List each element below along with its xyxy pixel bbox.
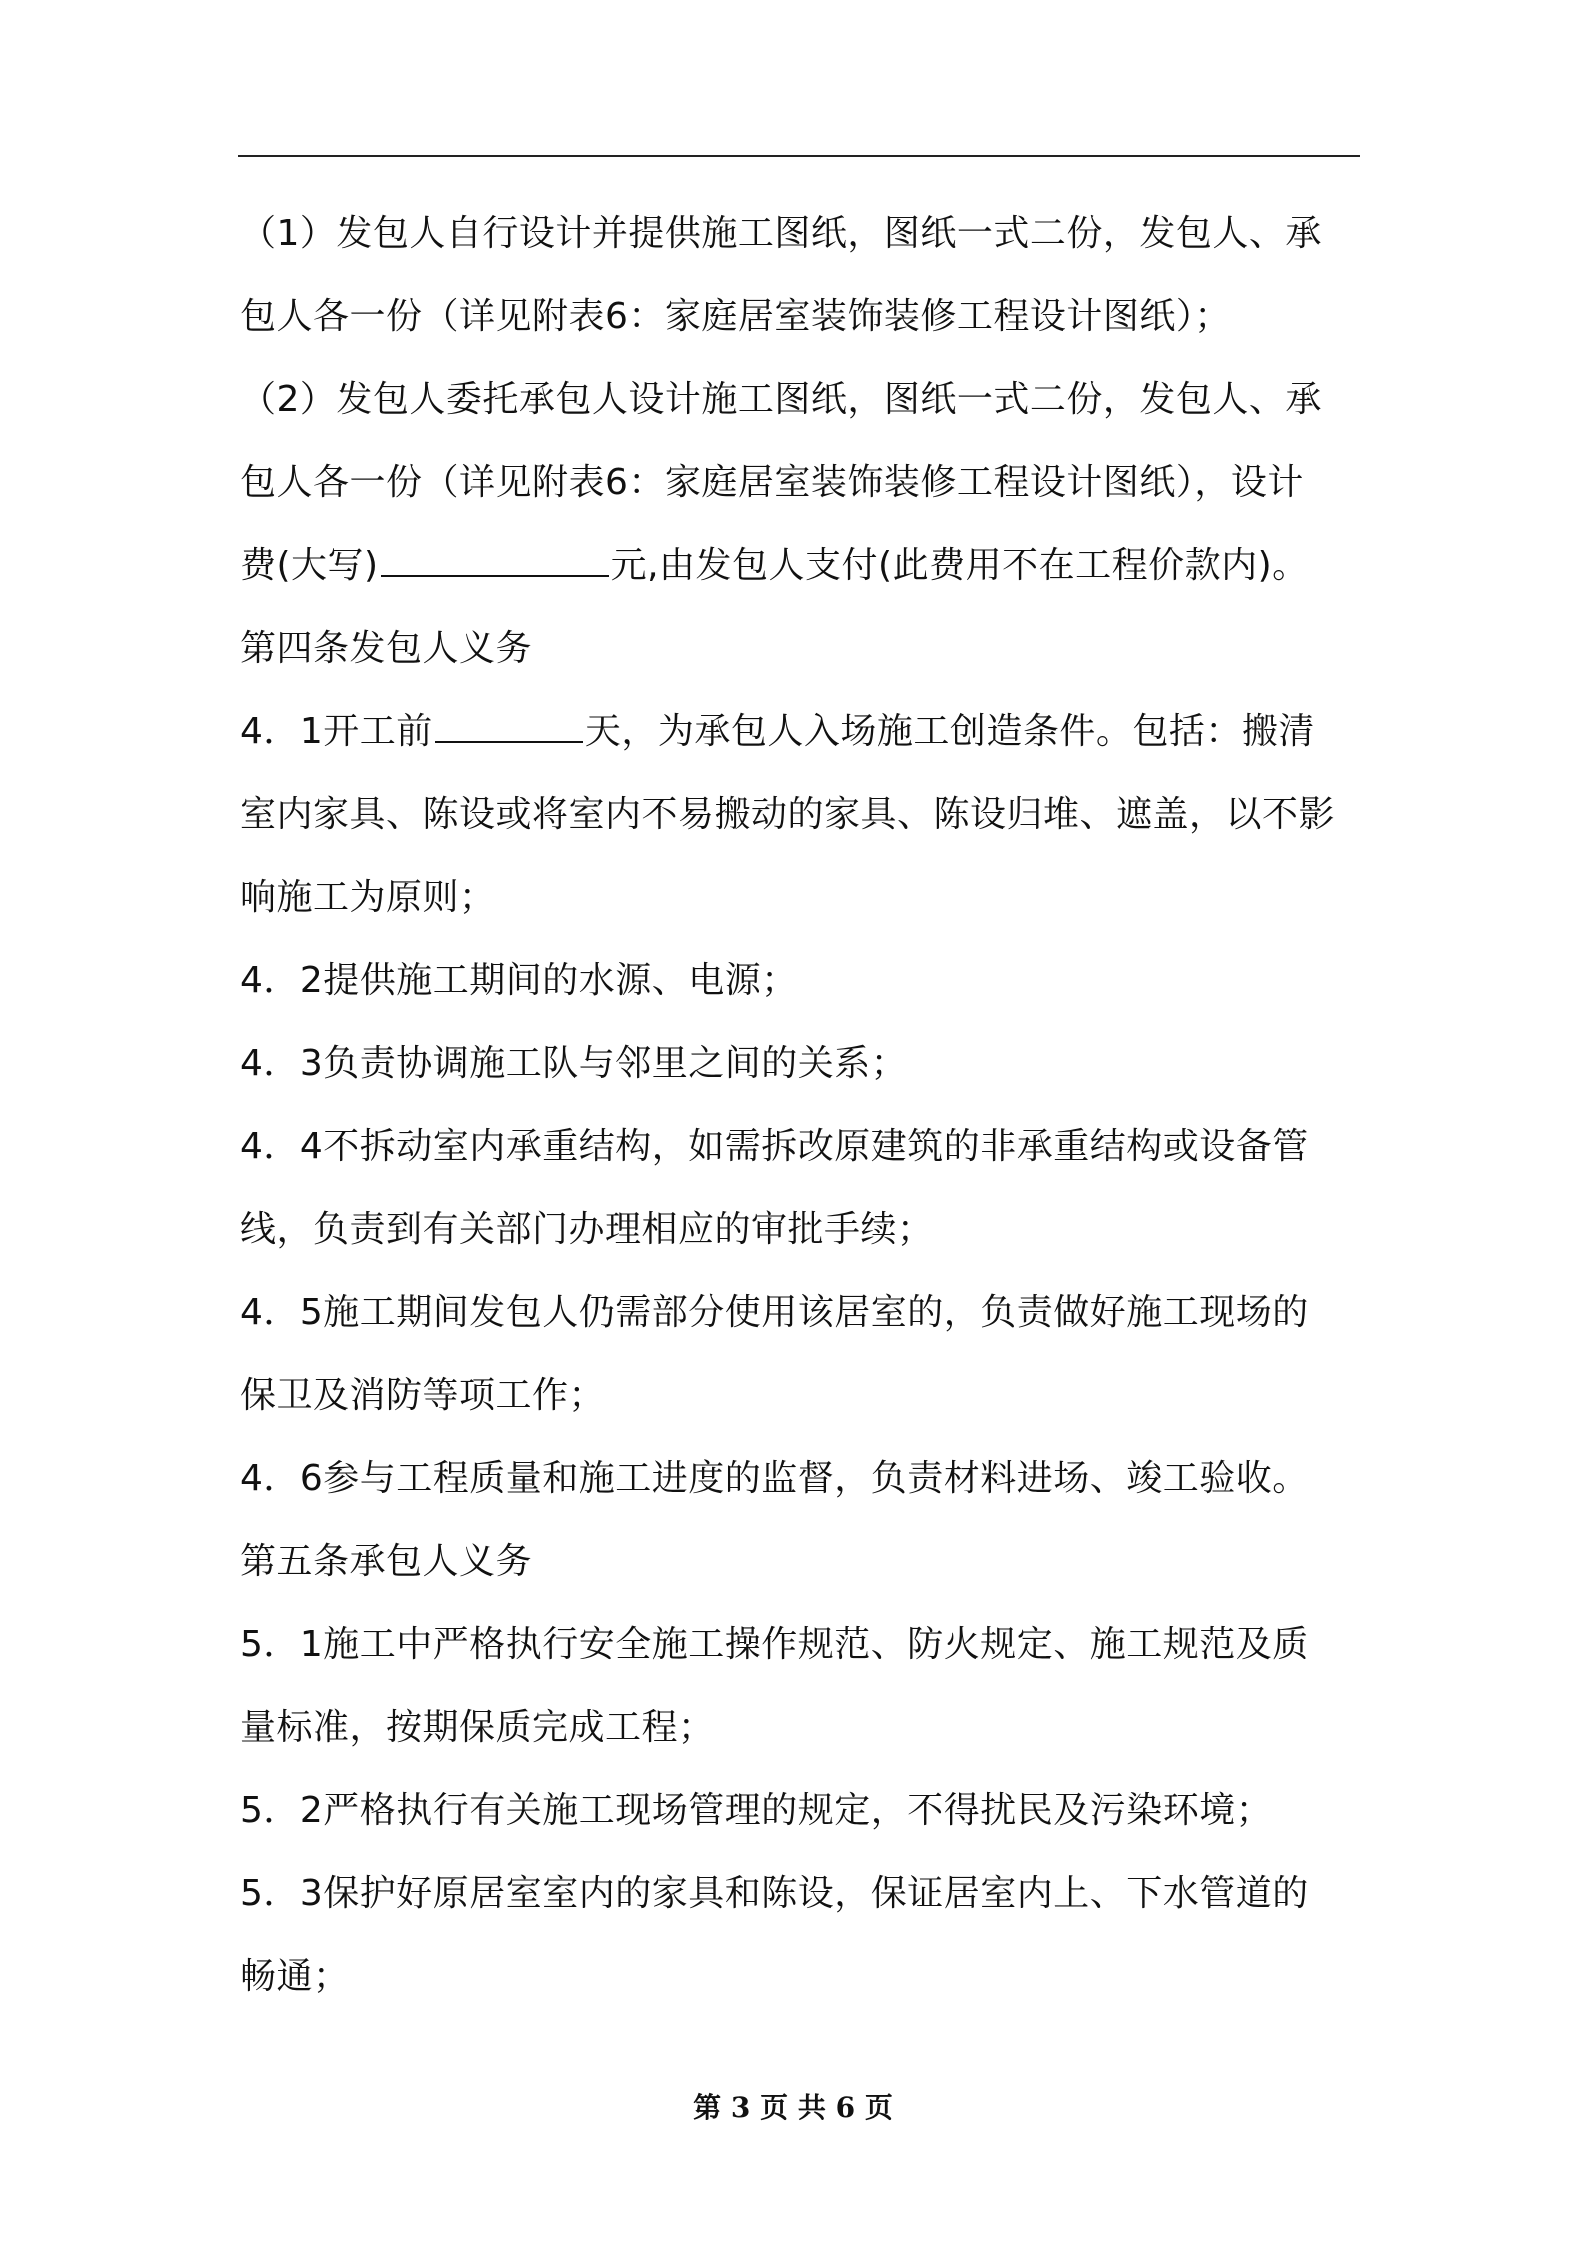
design-fee-label: 费(大写) [240,545,379,586]
section-heading: 第四条发包人义务 [240,628,533,669]
text-line: 包人各一份（详见附表6：家庭居室装饰装修工程设计图纸）； [240,296,1231,337]
text-line [240,544,1360,588]
page-number: 第 3 页 共 6 页 [693,2091,893,2124]
text-line: （2）发包人委托承包人设计施工图纸，图纸一式二份，发包人、承 [240,379,1322,420]
header-rule [238,155,1360,157]
clause-4-1-rest: 天，为承包人入场施工创造条件。包括：搬清 [584,711,1315,752]
text-line [240,710,1360,754]
text-line: 5．2严格执行有关施工现场管理的规定，不得扰民及污染环境； [240,1790,1273,1831]
text-line: 5．3保护好原居室室内的家具和陈设，保证居室内上、下水管道的 [240,1873,1309,1914]
design-fee-note: 元,由发包人支付(此费用不在工程价款内)。 [610,545,1309,586]
text-line: 4．5施工期间发包人仍需部分使用该居室的，负责做好施工现场的 [240,1292,1309,1333]
text-line: 4．2提供施工期间的水源、电源； [240,960,798,1001]
text-line: 4．6参与工程质量和施工进度的监督，负责材料进场、竣工验收。 [240,1458,1309,1499]
text-line: 线，负责到有关部门办理相应的审批手续； [240,1209,934,1250]
text-line: 畅通； [240,1956,350,1997]
text-line: 室内家具、陈设或将室内不易搬动的家具、陈设归堆、遮盖，以不影 [240,794,1336,835]
text-line: 4．4不拆动室内承重结构，如需拆改原建筑的非承重结构或设备管 [240,1126,1309,1167]
text-line: （1）发包人自行设计并提供施工图纸，图纸一式二份，发包人、承 [240,213,1322,254]
clause-4-1-start: 4．1开工前 [240,711,433,752]
section-heading: 第五条承包人义务 [240,1541,533,1582]
text-line: 4．3负责协调施工队与邻里之间的关系； [240,1043,908,1084]
text-line: 5．1施工中严格执行安全施工操作规范、防火规定、施工规范及质 [240,1624,1309,1665]
text-line: 量标准，按期保质完成工程； [240,1707,715,1748]
text-line: 包人各一份（详见附表6：家庭居室装饰装修工程设计图纸），设计 [240,462,1304,503]
days-blank[interactable] [435,711,583,743]
design-fee-blank[interactable] [381,545,609,577]
text-line: 响施工为原则； [240,877,496,918]
text-line: 保卫及消防等项工作； [240,1375,606,1416]
